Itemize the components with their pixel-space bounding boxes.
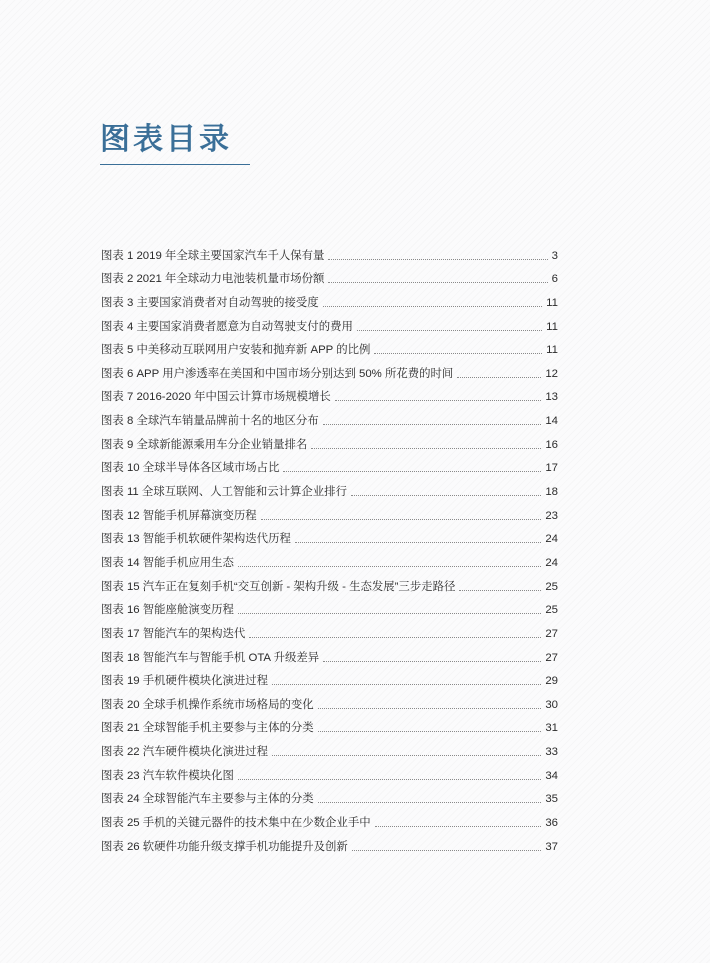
toc-entry[interactable]	[101, 499, 558, 523]
toc-entry-page-number: 27	[545, 627, 558, 640]
dot-leader	[272, 754, 541, 756]
toc-entry-label: 图表 14 智能手机应用生态	[101, 556, 234, 569]
toc-entry-label: 图表 26 软硬件功能升级支撑手机功能提升及创新	[101, 840, 348, 853]
dot-leader	[283, 470, 541, 472]
dot-leader	[328, 281, 547, 283]
toc-entry-label: 图表 6 APP 用户渗透率在美国和中国市场分别达到 50% 所花费的时间	[101, 367, 454, 380]
toc-entry-page-number: 17	[545, 462, 558, 475]
toc-entry-page-number: 6	[551, 273, 558, 286]
toc-entry-label: 图表 12 智能手机屏幕演变历程	[101, 509, 257, 522]
toc-entry[interactable]	[101, 334, 558, 358]
toc-entry-label: 图表 11 全球互联网、人工智能和云计算企业排行	[101, 486, 347, 499]
toc-entry-page-number: 35	[545, 793, 558, 806]
toc-entry-page-number: 31	[545, 722, 558, 735]
toc-entry-page-number: 16	[545, 438, 558, 451]
toc-entry-label: 图表 18 智能汽车与智能手机 OTA 升级差异	[101, 651, 320, 664]
toc-entry-page-number: 14	[545, 415, 558, 428]
dot-leader	[238, 612, 541, 614]
toc-entry-label: 图表 10 全球半导体各区域市场占比	[101, 462, 280, 475]
toc-entry[interactable]	[101, 404, 558, 428]
title-underline	[100, 164, 250, 165]
toc-entry[interactable]	[101, 759, 558, 783]
dot-leader	[352, 849, 542, 851]
toc-entry-page-number: 37	[545, 840, 558, 853]
toc-entry[interactable]	[101, 830, 558, 854]
toc-entry-page-number: 30	[545, 698, 558, 711]
dot-leader	[238, 565, 541, 567]
toc-entry[interactable]	[101, 310, 558, 334]
dot-leader	[328, 258, 547, 260]
toc-entry[interactable]	[101, 546, 558, 570]
dot-leader	[318, 730, 542, 732]
toc-entry-page-number: 18	[545, 486, 558, 499]
toc-entry-page-number: 27	[545, 651, 558, 664]
dot-leader	[374, 352, 542, 354]
toc-entry-label: 图表 20 全球手机操作系统市场格局的变化	[101, 698, 314, 711]
dot-leader	[318, 801, 542, 803]
toc-entry-label: 图表 15 汽车正在复刻手机“交互创新 - 架构升级 - 生态发展”三步走路径	[101, 580, 456, 593]
toc-entry[interactable]	[101, 735, 558, 759]
toc-entry[interactable]	[101, 263, 558, 287]
toc-entry[interactable]	[101, 712, 558, 736]
toc-entry[interactable]	[101, 475, 558, 499]
dot-leader	[295, 541, 541, 543]
figure-list	[101, 239, 558, 854]
toc-entry[interactable]	[101, 570, 558, 594]
toc-entry-page-number: 36	[545, 817, 558, 830]
toc-entry-page-number: 34	[545, 769, 558, 782]
dot-leader	[323, 423, 542, 425]
toc-entry-page-number: 12	[545, 367, 558, 380]
toc-entry-label: 图表 3 主要国家消费者对自动驾驶的接受度	[101, 296, 319, 309]
toc-entry-page-number: 11	[546, 296, 558, 309]
dot-leader	[272, 683, 541, 685]
toc-entry-page-number: 24	[545, 533, 558, 546]
toc-entry-label: 图表 23 汽车软件模块化图	[101, 769, 234, 782]
dot-leader	[249, 636, 541, 638]
toc-entry-label: 图表 17 智能汽车的架构迭代	[101, 627, 246, 640]
toc-entry-label: 图表 5 中美移动互联网用户安装和抛弃新 APP 的比例	[101, 344, 371, 357]
toc-entry-page-number: 24	[545, 556, 558, 569]
toc-entry[interactable]	[101, 665, 558, 689]
toc-entry-page-number: 25	[545, 604, 558, 617]
toc-entry-page-number: 25	[545, 580, 558, 593]
toc-entry-page-number: 23	[545, 509, 558, 522]
toc-entry-label: 图表 22 汽车硬件模块化演进过程	[101, 746, 269, 759]
toc-entry[interactable]	[101, 617, 558, 641]
toc-entry[interactable]	[101, 452, 558, 476]
toc-entry[interactable]	[101, 806, 558, 830]
dot-leader	[261, 518, 542, 520]
dot-leader	[357, 329, 542, 331]
toc-entry-page-number: 3	[551, 249, 558, 262]
toc-entry[interactable]	[101, 428, 558, 452]
toc-entry[interactable]	[101, 783, 558, 807]
toc-entry-label: 图表 7 2016-2020 年中国云计算市场规模增长	[101, 391, 331, 404]
toc-entry-page-number: 11	[546, 320, 558, 333]
dot-leader	[238, 778, 541, 780]
dot-leader	[457, 376, 541, 378]
dot-leader	[459, 589, 541, 591]
dot-leader	[375, 825, 542, 827]
toc-entry-page-number: 13	[545, 391, 558, 404]
toc-entry-label: 图表 24 全球智能汽车主要参与主体的分类	[101, 793, 314, 806]
toc-entry-label: 图表 19 手机硬件模块化演进过程	[101, 675, 269, 688]
toc-entry-label: 图表 21 全球智能手机主要参与主体的分类	[101, 722, 314, 735]
dot-leader	[323, 660, 541, 662]
toc-entry[interactable]	[101, 357, 558, 381]
toc-entry-label: 图表 9 全球新能源乘用车分企业销量排名	[101, 438, 308, 451]
toc-entry[interactable]	[101, 286, 558, 310]
toc-entry-page-number: 33	[545, 746, 558, 759]
dot-leader	[311, 447, 541, 449]
toc-entry[interactable]	[101, 641, 558, 665]
toc-entry-label: 图表 1 2019 年全球主要国家汽车千人保有量	[101, 249, 325, 262]
toc-entry-label: 图表 2 2021 年全球动力电池装机量市场份额	[101, 273, 325, 286]
toc-entry-page-number: 11	[546, 344, 558, 357]
toc-entry-label: 图表 8 全球汽车销量品牌前十名的地区分布	[101, 415, 319, 428]
toc-entry[interactable]	[101, 594, 558, 618]
toc-entry[interactable]	[101, 239, 558, 263]
toc-entry[interactable]	[101, 523, 558, 547]
toc-entry[interactable]	[101, 688, 558, 712]
dot-leader	[323, 305, 542, 307]
toc-entry-label: 图表 16 智能座舱演变历程	[101, 604, 234, 617]
toc-entry[interactable]	[101, 381, 558, 405]
toc-entry-label: 图表 4 主要国家消费者愿意为自动驾驶支付的费用	[101, 320, 353, 333]
dot-leader	[335, 399, 542, 401]
toc-entry-label: 图表 25 手机的关键元器件的技术集中在少数企业手中	[101, 817, 371, 830]
dot-leader	[318, 707, 542, 709]
toc-entry-label: 图表 13 智能手机软硬件架构迭代历程	[101, 533, 291, 546]
page-title: 图表目录	[100, 122, 232, 157]
dot-leader	[351, 494, 541, 496]
toc-entry-page-number: 29	[545, 675, 558, 688]
